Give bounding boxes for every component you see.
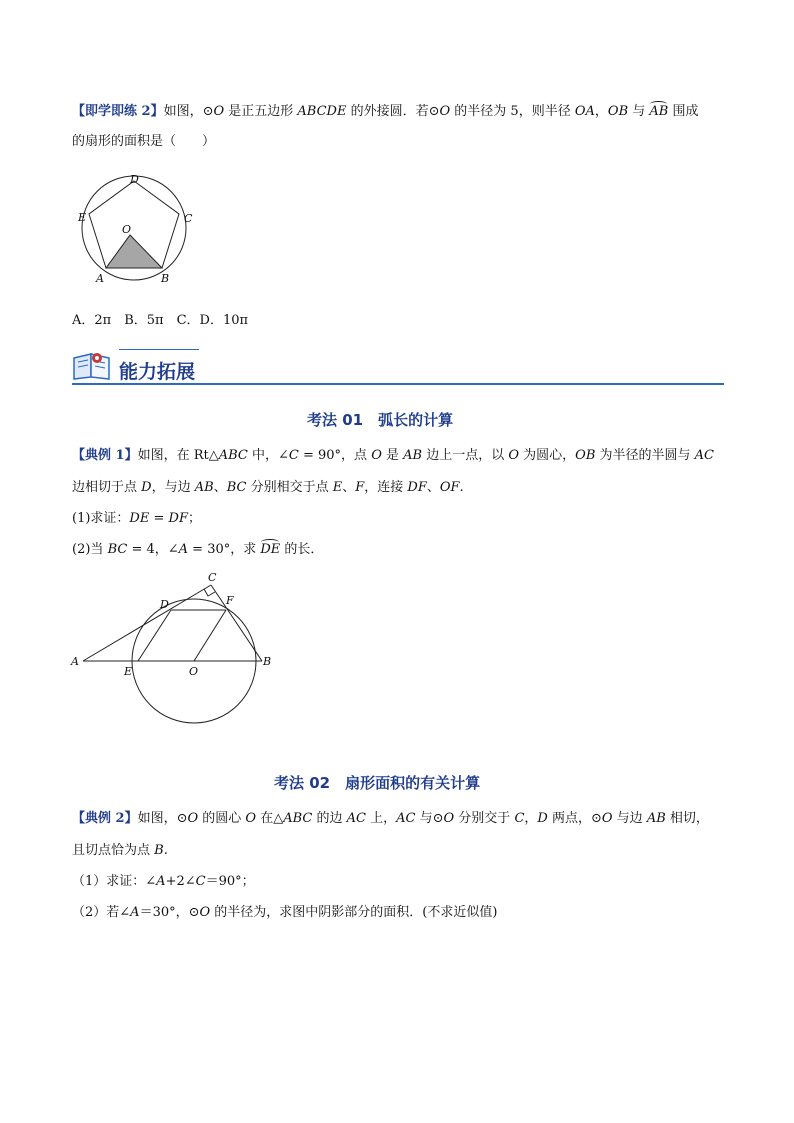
label-o: O	[122, 223, 132, 236]
label-f: F	[226, 594, 234, 607]
section-rule	[72, 383, 724, 385]
example1-question-2: (2)当 BC = 4，∠A = 30°，求 DE 的长．	[72, 542, 324, 557]
section-title: 能力拓展	[119, 361, 196, 383]
method1-title: 考法 01 弧长的计算	[307, 411, 454, 429]
practice-options: A．2π B．5π C．D．10π	[72, 313, 249, 328]
example2-question-1: （1）求证：∠A+2∠C＝90°；	[72, 874, 255, 889]
label-b: B	[263, 655, 272, 668]
label-e: E	[124, 665, 133, 678]
label-e: E	[78, 211, 87, 224]
method2-title: 考法 02 扇形面积的有关计算	[274, 774, 481, 792]
example2-tag: 【典例 2】	[72, 811, 138, 826]
example2-question-2: （2）若∠A＝30°，⊙O 的半径为，求图中阴影部分的面积．(不求近似值)	[72, 905, 498, 920]
example1-question-1: (1)求证：DE = DF；	[72, 511, 201, 526]
label-c: C	[208, 571, 217, 584]
label-d: D	[130, 173, 139, 186]
book-icon	[71, 350, 113, 382]
segment-de	[138, 610, 171, 661]
example2-line-1: 【典例 2】如图，⊙O 的圆心 O 在△ABC 的边 AC 上，AC 与⊙O 分别交于 C，D 两点，⊙O 与边 AB 相切，	[72, 811, 709, 826]
example2-line-2: 且切点恰为点 B.	[72, 843, 168, 858]
example1-line-2: 边相切于点 D，与边 AB、BC 分别相交于点 E、F，连接 DF、OF.	[72, 480, 464, 495]
label-a: A	[71, 655, 79, 668]
arc-ab: AB	[649, 104, 669, 119]
example1-line-1: 【典例 1】如图，在 Rt△ABC 中，∠C = 90°，点 O 是 AB 边上一点，以 O 为圆心，OB 为半径的半圆与 AC	[72, 448, 714, 463]
label-a: A	[96, 272, 104, 285]
section-top-rule	[119, 349, 199, 350]
right-angle-mark	[204, 589, 215, 596]
practice-line-1: 【即学即练 2】如图，⊙O 是正五边形 ABCDE 的外接圆．若⊙O 的半径为 5，则半径 OA，OB 与 AB 围成	[72, 104, 699, 119]
shaded-triangle	[106, 235, 162, 268]
label-d: D	[160, 598, 169, 611]
semicircle-figure	[68, 568, 278, 724]
pentagon-figure	[74, 170, 204, 288]
label-o: O	[189, 665, 199, 678]
label-c: C	[184, 212, 193, 225]
practice-line-2: 的扇形的面积是（ ）	[72, 134, 216, 149]
segment-of	[194, 610, 226, 661]
practice-tag: 【即学即练 2】	[72, 104, 164, 119]
arc-de: DE	[260, 542, 281, 557]
label-b: B	[161, 272, 170, 285]
segment-cb	[211, 585, 262, 661]
example1-tag: 【典例 1】	[72, 448, 138, 463]
segment-ac	[83, 585, 211, 661]
